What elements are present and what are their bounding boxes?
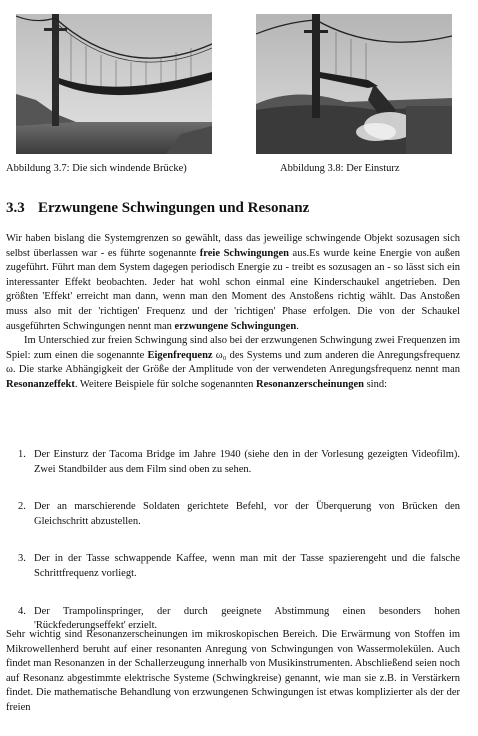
text-run: . Weitere Beispiele für solche sogenannten [74,378,257,390]
term-erzwungene-schwingungen: erzwungene Schwingungen [174,320,297,332]
list-text: Der in der Tasse schwappende Kaffee, wenn man mit der Tasse spazierengeht und die falsche Schrittfrequenz vorliegt. [34,553,460,579]
figure-caption: Abbildung 3.7: Die sich windende Brücke) [6,163,187,174]
list-text: Der Trampolinspringer, der durch geeignete Abstimmung einen besonders hohen 'Rückfederungseffekt' erzielt. [34,605,460,632]
paragraph [6,334,460,392]
term-eigenfrequenz: Eigenfrequenz [147,349,213,361]
text-run: Wir haben bislang die Systemgrenzen so gewählt, dass das jeweilige schwingende Objekt sozusagen sich selbst überlassen war - es führte sogenannte [6,233,460,259]
list-item [18,552,460,581]
term-freie-schwingungen: freie Schwingungen [199,247,289,259]
paragraph [6,232,460,334]
bridge-twisting-photo [16,14,212,154]
list-number: 1. [18,449,26,460]
term-resonanzerscheinungen: Resonanzerscheinungen [256,378,364,390]
figure-bridge-twisting [16,14,212,154]
term-resonanzeffekt: Resonanzeffekt [6,378,75,390]
section-title: Erzwungene Schwingungen und Resonanz [38,200,310,216]
list-number: 2. [18,501,26,513]
closing-text [6,628,460,716]
text-run: aus.Es wurde keine Energie von außen zugeführt. Führt man dem System dagegen periodisch Energie zu - treibt es sozusagen an - so lässt sich ein interessanter Effekt beobachten. Jeder hat wohl schon einmal eine Kinderschaukel angetrieben. Den größten 'Effekt' erreicht man dann, wenn man den Moment des Anstoßens richtig wählt. Das Anstoßen muss also mit der 'richtigen' Frequenz und der 'richtigen' Phase erfolgen. Die von der Schaukel ausgeführten Schwingungen nennt man [6,247,460,332]
figure-caption: Abbildung 3.8: Der Einsturz [280,163,400,174]
text-run: ω₀ des Systems und zum anderen die Anregungsfrequenz ω. Die starke Abhängigkeit der Größe der Amplitude von der verwendeten Anregungsfrequenz nennt man [6,349,460,376]
list-number: 3. [18,553,26,565]
text-run: sind: [363,378,388,390]
list-text: Der an marschierende Soldaten gerichtete Befehl, vor der Überquerung von Brücken den Gleichschritt abzustellen. [34,501,460,527]
section-number: 3.3 [6,200,25,216]
text-run: . [296,320,299,332]
example-list [18,448,460,657]
list-number: 4. [18,605,26,617]
list-item [18,448,460,477]
body-text [6,232,460,393]
paragraph: Sehr wichtig sind Resonanzerscheinungen im mikroskopischen Bereich. Die Erwärmung von Stoffen im Mikrowellenherd beruht auf einer resonanten Anregung von Schwingungen von Wassermolekülen. Auch findet man Resonanzen in der Schallerzeugung innerhalb von Musikinstrumenten. Abschließend seien noch auf Resonanz abgestimmte elektrische Systeme (Schwingkreise) genannt, wie man sie z.B. in Verstärkern findet. Die mathematische Behandlung von erzwungenen Schwingungen ist etwas komplizierter als der der freien [6,629,460,713]
bridge-collapse-photo [256,14,452,154]
figure-bridge-collapse [256,14,452,154]
list-text: Der Einsturz der Tacoma Bridge im Jahre 1940 (siehe den in der Vorlesung gezeigten Videofilm). Zwei Standbilder aus dem Film sind oben zu sehen. [34,449,460,475]
list-item [18,500,460,529]
section-heading [6,200,309,217]
text-run: Im Unterschied zur freien Schwingung sind also bei der erzwungenen Schwingung zwei Frequenzen im Spiel: zum einen die sogenannte [6,335,460,361]
